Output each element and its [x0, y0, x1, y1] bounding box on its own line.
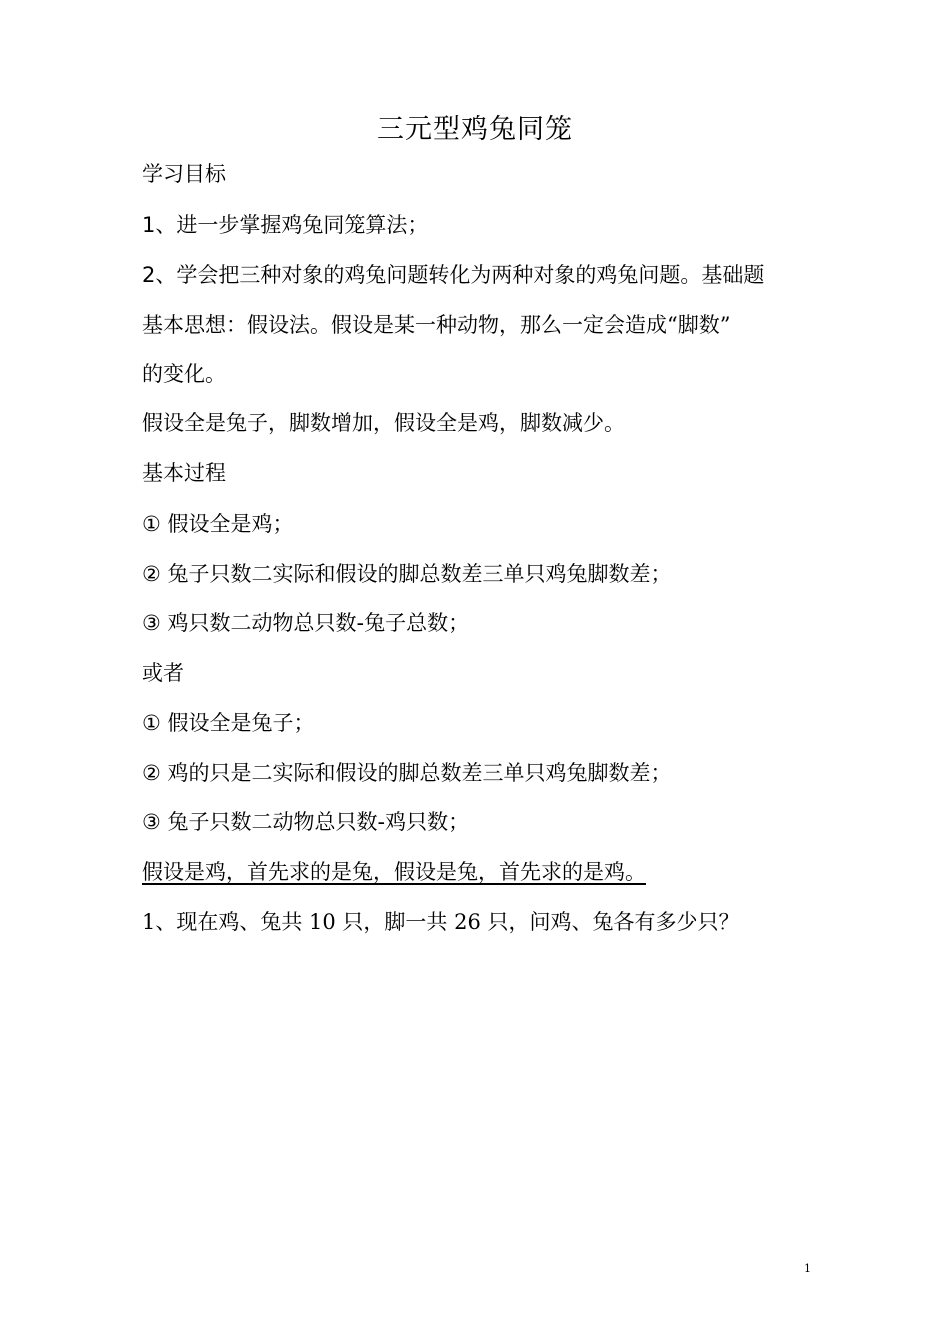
alternative-step-1: ① 假设全是兔子；: [142, 711, 315, 735]
alternative-heading: 或者: [142, 661, 184, 685]
process-step-2: ② 兔子只数二实际和假设的脚总数差三单只鸡兔脚数差；: [142, 562, 672, 586]
section-heading-basic-process: 基本过程: [142, 461, 226, 485]
key-takeaway: 假设是鸡，首先求的是兔，假设是兔，首先求的是鸡。: [142, 860, 646, 884]
page-number: 1: [804, 1262, 811, 1275]
process-step-3: ③ 鸡只数二动物总只数-兔子总数；: [142, 611, 470, 635]
basic-idea-text-continued: 的变化。: [142, 362, 226, 386]
section-heading-learning-goals: 学习目标: [142, 162, 226, 186]
alternative-step-3: ③ 兔子只数二动物总只数-鸡只数；: [142, 810, 470, 834]
assumption-summary: 假设全是兔子，脚数增加，假设全是鸡，脚数减少。: [142, 411, 625, 435]
document-title: 三元型鸡兔同笼: [377, 114, 573, 145]
goal-item-1: 1、进一步掌握鸡兔同笼算法；: [142, 213, 429, 237]
alternative-step-2: ② 鸡的只是二实际和假设的脚总数差三单只鸡兔脚数差；: [142, 761, 672, 785]
process-step-1: ① 假设全是鸡；: [142, 512, 294, 536]
example-question-1: 1、现在鸡、兔共 10 只，脚一共 26 只，问鸡、兔各有多少只？: [142, 910, 740, 934]
basic-idea-text: 基本思想：假设法。假设是某一种动物，那么一定会造成“脚数”: [142, 313, 731, 337]
goal-item-2: 2、学会把三种对象的鸡兔问题转化为两种对象的鸡兔问题。基础题: [142, 263, 765, 287]
